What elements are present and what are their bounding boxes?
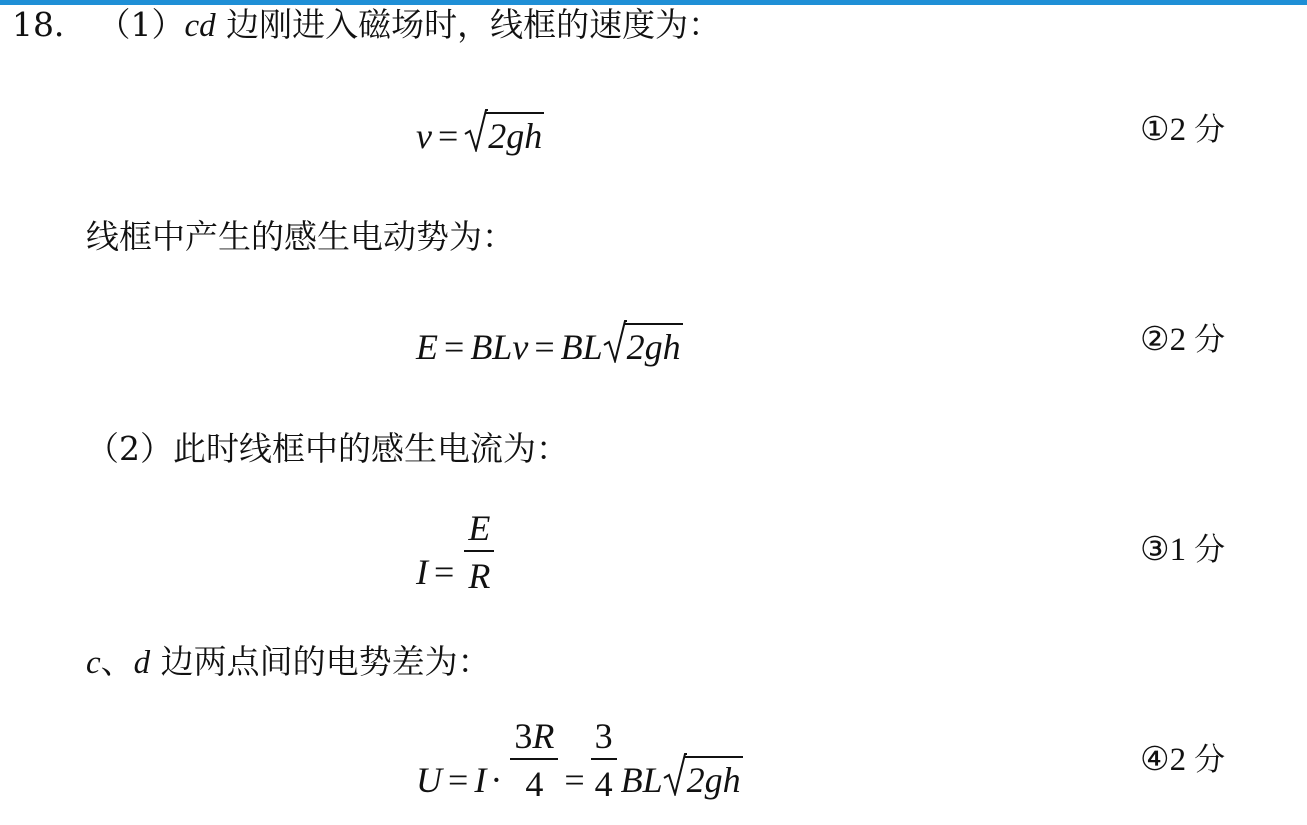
eq4-coef: BL xyxy=(620,760,663,801)
voltage-intro-label: 边两点间的电势差为： xyxy=(160,642,491,681)
score2-mark: ②2 xyxy=(1140,322,1187,358)
eq4-numerator-2: 3 xyxy=(594,716,613,756)
score-4 xyxy=(1140,744,1225,777)
score3-mark: ③1 xyxy=(1140,532,1187,568)
voltage-intro-text xyxy=(86,642,491,681)
question-heading xyxy=(12,5,722,44)
score4-unit: 分 xyxy=(1194,742,1226,778)
score-2 xyxy=(1140,324,1225,357)
sqrt-expression xyxy=(603,323,683,365)
radical-sign xyxy=(663,750,687,796)
eq4-denominator-2: 4 xyxy=(591,758,617,802)
eq2-coef: BL xyxy=(560,327,603,367)
edge-name: cd xyxy=(184,8,216,44)
score1-mark: ①2 xyxy=(1140,112,1187,148)
eq3-denominator: R xyxy=(464,550,494,594)
eq4-current: I xyxy=(474,760,487,801)
eq1-equals: = xyxy=(437,116,459,156)
score4-mark: ④2 xyxy=(1140,742,1187,778)
sqrt-expression xyxy=(464,112,544,154)
point-d: d xyxy=(133,645,151,681)
score2-unit: 分 xyxy=(1194,322,1226,358)
eq4-denominator-1: 4 xyxy=(510,758,558,802)
eq4-lhs: U xyxy=(416,760,442,801)
radical-sign xyxy=(464,106,488,152)
fraction-3r-over-4 xyxy=(510,718,558,802)
score-1 xyxy=(1140,114,1225,147)
emf-intro-text: 线框中产生的感生电动势为： xyxy=(86,217,515,256)
point-c: c xyxy=(86,645,101,681)
eq2-equals: = xyxy=(444,327,465,367)
eq4-dot: · xyxy=(490,760,503,801)
score-3 xyxy=(1140,534,1225,567)
eq4-equals: = xyxy=(448,760,469,801)
eq2-equals-2: = xyxy=(534,327,555,367)
eq3-equals: = xyxy=(434,552,455,593)
part1-text: 边刚进入磁场时，线框的速度为： xyxy=(226,5,722,44)
eq4-radicand: 2gh xyxy=(685,756,743,798)
eq3-lhs: I xyxy=(416,552,428,593)
radical-sign xyxy=(603,317,627,363)
eq1-radicand: 2gh xyxy=(486,112,544,154)
equation-3 xyxy=(416,510,498,594)
equation-2 xyxy=(416,323,683,365)
question-number: 18． xyxy=(12,5,87,44)
current-intro-text: （2）此时线框中的感生电流为： xyxy=(86,429,569,468)
eq2-radicand: 2gh xyxy=(625,323,683,365)
eq2-mid: BLv xyxy=(470,327,529,367)
fraction-e-over-r xyxy=(464,510,494,594)
sqrt-expression xyxy=(663,756,743,801)
score3-unit: 分 xyxy=(1194,532,1226,568)
eq1-lhs: v xyxy=(416,116,432,156)
part-label: （1） xyxy=(97,5,185,44)
equation-1 xyxy=(416,112,544,154)
separator: 、 xyxy=(100,642,134,681)
eq2-lhs: E xyxy=(416,327,438,367)
eq4-numerator-1: 3R xyxy=(514,716,555,756)
eq3-numerator: E xyxy=(468,508,491,548)
equation-4 xyxy=(416,718,743,802)
eq4-equals-2: = xyxy=(564,760,585,801)
fraction-3-over-4 xyxy=(591,718,617,802)
score1-unit: 分 xyxy=(1194,112,1226,148)
